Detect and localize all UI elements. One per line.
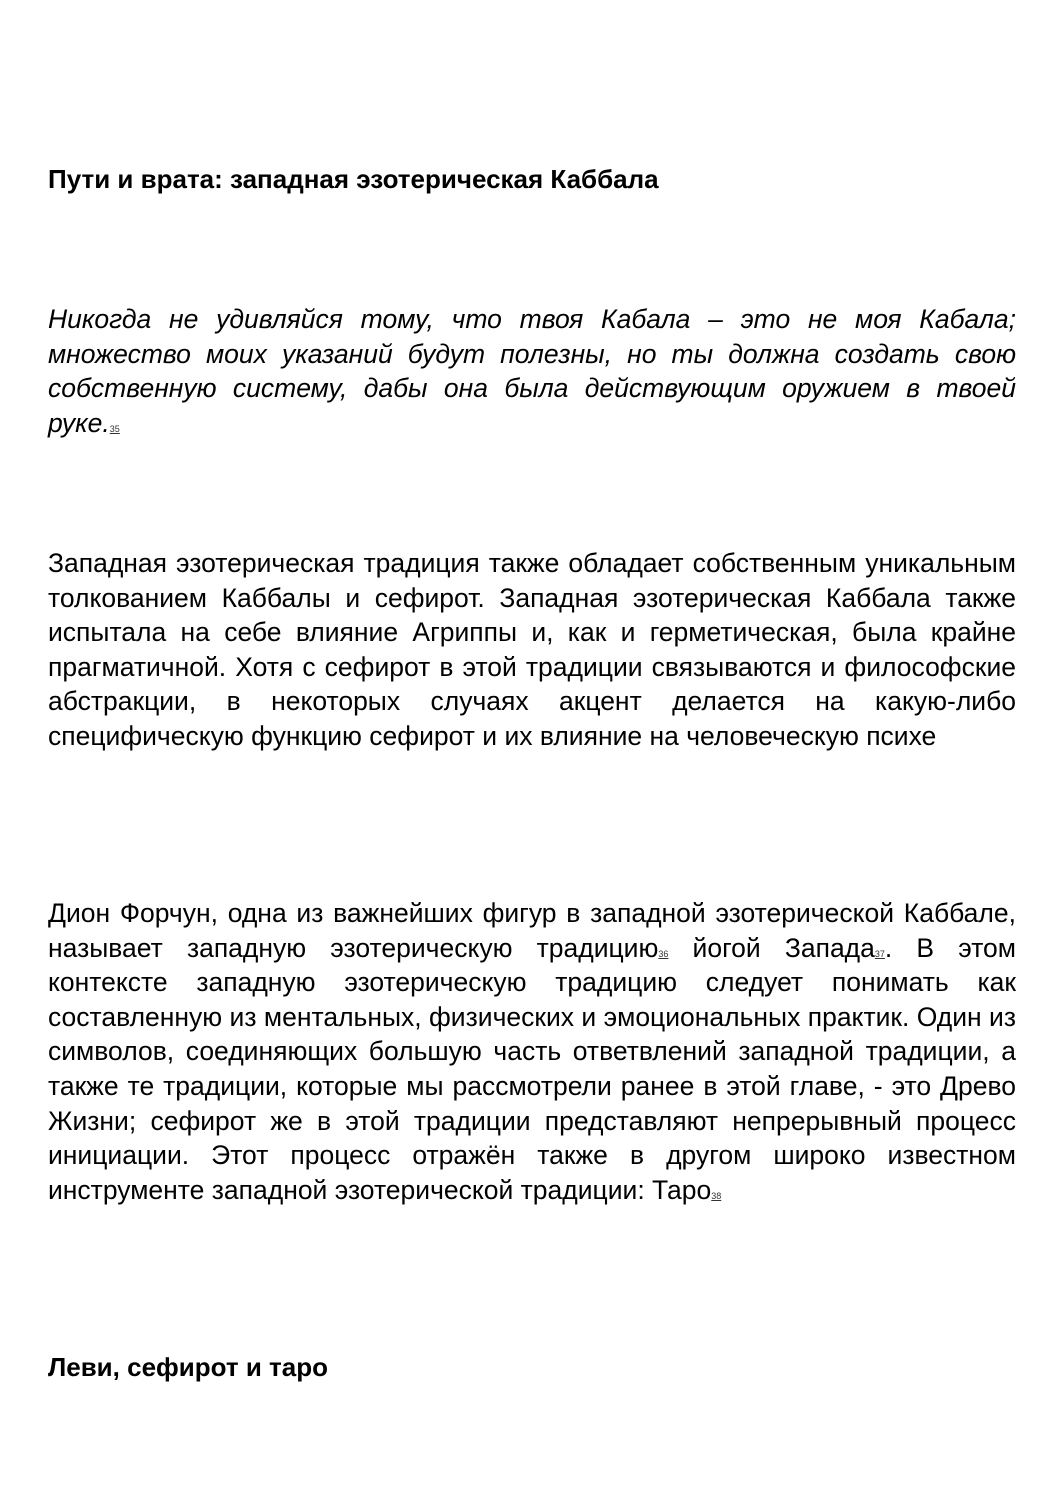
subsection-title: Леви, сефирот и таро — [48, 1352, 329, 1382]
footnote-ref-36[interactable]: 36 — [658, 948, 669, 959]
footnote-ref-35[interactable]: 35 — [109, 423, 120, 434]
footnote-ref-38[interactable]: 38 — [711, 1190, 722, 1201]
paragraph-text-part-3: . В этом контексте западную эзотерическую традицию следует понимать как составленную из ментальных, физических и эмоциональных практик. Один из символов, соединяющих большую часть ответвлений западной традиции, а также те традиции, которые мы рассмотрели ранее в этой главе, - это Древо Жизни; сефирот же в этой традиции представляют непрерывный процесс инициации. Этот процесс отражён также в другом широко известном инструменте западной эзотерической традиции: Таро — [48, 932, 1016, 1205]
paragraph-text-part-2: йогой Запада — [668, 932, 875, 963]
footnote-ref-37[interactable]: 37 — [874, 948, 885, 959]
paragraph-dion-fortune — [48, 896, 1016, 1207]
epigraph-text: Никогда не удивляйся тому, что твоя Кабала – это не моя Кабала; множество моих указаний будут полезны, но ты должна создать свою собственную систему, дабы она была действующим оружием в твоей руке. — [48, 304, 1016, 438]
section-title: Пути и врата: западная эзотерическая Каббала — [48, 164, 659, 194]
paragraph-text-part-1: Дион Форчун, одна из важнейших фигур в западной эзотерической Каббале, называет западную эзотерическую традицию — [48, 898, 1016, 963]
epigraph — [48, 302, 1016, 440]
paragraph-western-tradition: Западная эзотерическая традиция также обладает собственным уникальным толкованием Каббалы и сефирот. Западная эзотерическая Каббала также испытала на себе влияние Агриппы и, как и герметическая, была крайне прагматичной. Хотя с сефирот в этой традиции связываются и философские абстракции, в некоторых случаях акцент делается на какую-либо специфическую функцию сефирот и их влияние на человеческую психе — [48, 548, 1016, 751]
